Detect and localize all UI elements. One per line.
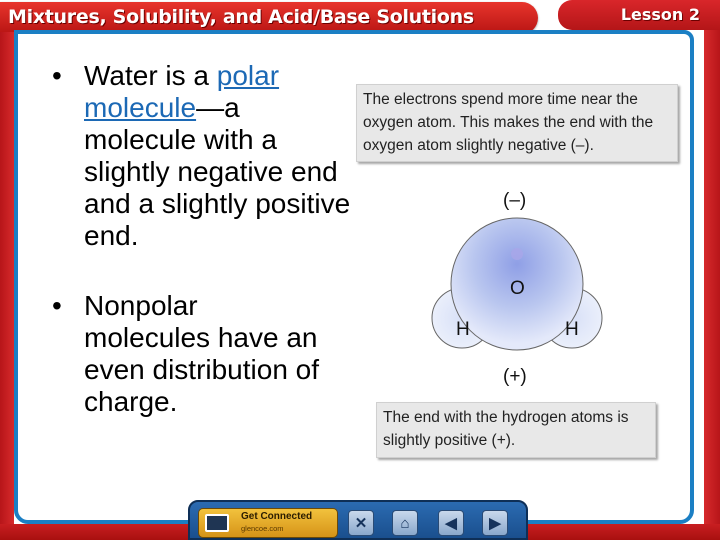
callout-hydrogen: The end with the hydrogen atoms is slightly positive (+).	[376, 402, 656, 458]
bullet-text: Nonpolar molecules have an even distribution of charge.	[84, 290, 320, 417]
chapter-title: Mixtures, Solubility, and Acid/Base Solutions	[8, 6, 474, 28]
bullet-text	[84, 60, 354, 252]
bullet-rest: —a molecule with a slightly negative end and a slightly positive end.	[84, 92, 351, 251]
negative-charge-label: (–)	[503, 190, 527, 211]
home-icon: ⌂	[400, 514, 410, 532]
oxygen-label: O	[510, 278, 525, 299]
monitor-icon	[205, 514, 229, 532]
forward-button[interactable]	[482, 510, 508, 536]
get-connected-button[interactable]	[198, 508, 338, 538]
back-arrow-icon: ◀	[445, 514, 457, 532]
get-connected-label: Get Connected	[241, 511, 313, 522]
bullet-dot: •	[52, 60, 62, 91]
left-frame	[0, 32, 14, 540]
forward-arrow-icon: ▶	[489, 514, 501, 532]
hydrogen-left-label: H	[456, 319, 470, 340]
glencoe-link: glencoe.com	[241, 524, 284, 533]
close-button[interactable]	[348, 510, 374, 536]
close-icon: ✕	[354, 514, 368, 532]
right-frame	[704, 30, 720, 540]
hydrogen-right-label: H	[565, 319, 579, 340]
lesson-tab	[558, 0, 720, 30]
electron-focus	[511, 248, 523, 260]
callout-electrons: The electrons spend more time near the oxygen atom. This makes the end with the oxygen atom slightly negative (–).	[356, 84, 678, 162]
water-molecule-diagram	[430, 188, 610, 388]
navigation-bar	[188, 500, 528, 540]
positive-charge-label: (+)	[503, 366, 527, 387]
home-button[interactable]	[392, 510, 418, 536]
bullet-dot: •	[52, 290, 62, 321]
polar-molecule-link[interactable]: polar molecule	[84, 60, 280, 123]
bullet-lead: Water is a	[84, 60, 217, 91]
back-button[interactable]	[438, 510, 464, 536]
lesson-label: Lesson 2	[620, 5, 700, 24]
